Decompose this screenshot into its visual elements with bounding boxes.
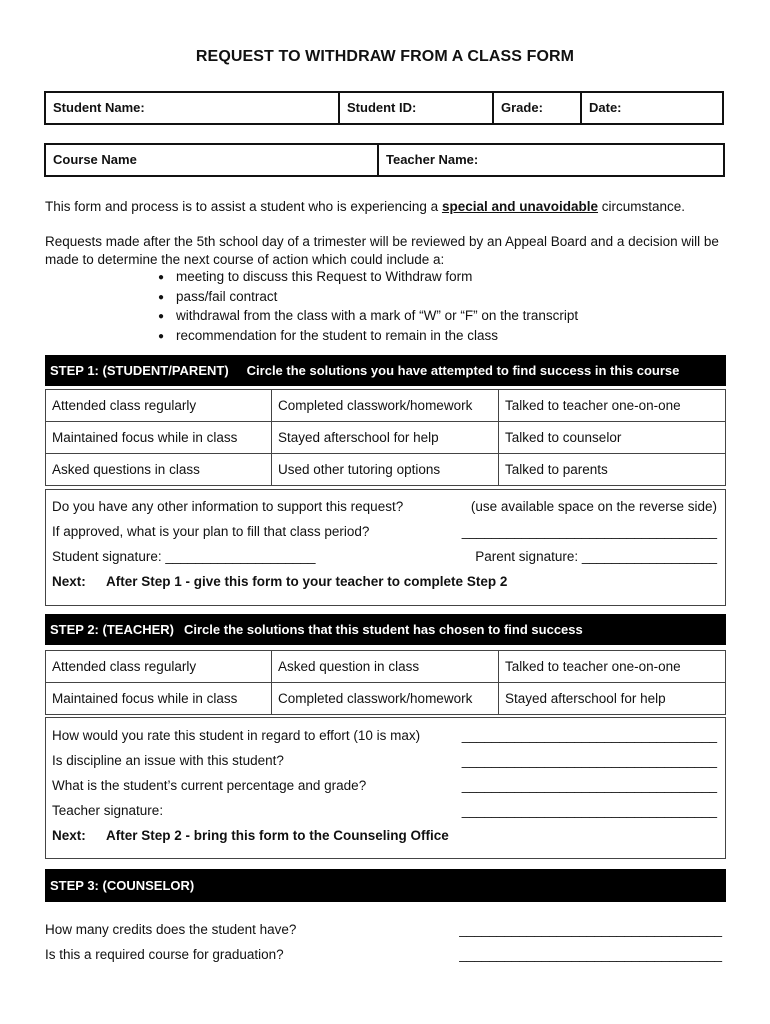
parent-signature-line[interactable]: Parent signature: __________________ [475, 549, 717, 564]
solution-cell[interactable]: Talked to parents [499, 454, 726, 486]
answer-line[interactable]: __________________________________ [461, 728, 717, 743]
answer-line[interactable]: ___________________________________ [459, 947, 722, 962]
emphasis-text: special and unavoidable [441, 199, 599, 214]
list-item: ● recommendation for the student to remain in the class [158, 327, 578, 347]
list-item: ● meeting to discuss this Request to Withdraw form [158, 268, 578, 288]
step2-label: STEP 2: (TEACHER) [50, 622, 174, 637]
solution-cell[interactable]: Used other tutoring options [272, 454, 499, 486]
date-field[interactable]: Date: [589, 100, 622, 115]
next-label: Next: [52, 828, 86, 843]
table-row [46, 651, 726, 683]
appeal-paragraph: Requests made after the 5th school day of a trimester will be reviewed by an Appeal Board and a decision will be made to determine the next course of action which could include a: [45, 234, 719, 267]
student-id-field[interactable]: Student ID: [340, 93, 494, 123]
solution-cell[interactable]: Talked to teacher one-on-one [499, 390, 726, 422]
next-instruction: After Step 2 - bring this form to the Counseling Office [106, 828, 449, 843]
solution-cell[interactable]: Attended class regularly [46, 390, 272, 422]
solution-cell[interactable]: Attended class regularly [46, 651, 272, 683]
step1-questions-panel [45, 489, 726, 606]
grade-question: What is the student’s current percentage and grade? [52, 778, 367, 793]
options-list [158, 268, 578, 346]
solution-cell[interactable]: Talked to teacher one-on-one [499, 651, 726, 683]
solution-cell[interactable]: Asked question in class [272, 651, 499, 683]
table-row [46, 422, 726, 454]
intro-paragraph: This form and process is to assist a student who is experiencing a special and unavoidable circumstance. [45, 199, 686, 214]
student-name-field[interactable]: Student Name: [46, 93, 340, 123]
teacher-name-field[interactable]: Teacher Name: [386, 152, 479, 167]
step3-label: STEP 3: (COUNSELOR) [50, 878, 195, 893]
step1-solutions-table [45, 389, 726, 486]
step1-instruction: Circle the solutions you have attempted to find success in this course [246, 363, 680, 378]
table-row [46, 390, 726, 422]
other-info-question: Do you have any other information to support this request? [52, 499, 404, 514]
list-item: ● withdrawal from the class with a mark of “W” or “F” on the transcript [158, 307, 578, 327]
next-label: Next: [52, 574, 86, 589]
credits-question: How many credits does the student have? [45, 922, 297, 937]
plan-question: If approved, what is your plan to fill that class period? [52, 524, 370, 539]
answer-line[interactable]: ___________________________________ [459, 922, 722, 937]
step2-header [45, 614, 726, 645]
student-signature-line[interactable]: Student signature: ____________________ [52, 549, 316, 564]
solution-cell[interactable]: Asked questions in class [46, 454, 272, 486]
solution-cell[interactable]: Stayed afterschool for help [499, 683, 726, 715]
solution-cell[interactable]: Stayed afterschool for help [272, 422, 499, 454]
graduation-question: Is this a required course for graduation? [45, 947, 284, 962]
list-item: ● pass/fail contract [158, 288, 578, 308]
teacher-signature-label: Teacher signature: [52, 803, 164, 818]
step2-solutions-table [45, 650, 726, 715]
solution-cell[interactable]: Completed classwork/homework [272, 683, 499, 715]
step1-label: STEP 1: (STUDENT/PARENT) [50, 363, 229, 378]
teacher-signature-line[interactable]: __________________________________ [461, 803, 717, 818]
step2-questions-panel [45, 717, 726, 859]
table-row [46, 683, 726, 715]
grade-field[interactable]: Grade: [494, 93, 582, 123]
step3-header [45, 869, 726, 902]
reverse-side-note: (use available space on the reverse side) [470, 499, 717, 514]
course-name-field[interactable]: Course Name [46, 145, 379, 175]
solution-cell[interactable]: Maintained focus while in class [46, 683, 272, 715]
plan-answer-line[interactable]: __________________________________ [461, 524, 717, 539]
answer-line[interactable]: __________________________________ [461, 753, 717, 768]
answer-line[interactable]: __________________________________ [461, 778, 717, 793]
next-instruction: After Step 1 - give this form to your teacher to complete Step 2 [106, 574, 508, 589]
solution-cell[interactable]: Maintained focus while in class [46, 422, 272, 454]
solution-cell[interactable]: Talked to counselor [499, 422, 726, 454]
discipline-question: Is discipline an issue with this student? [52, 753, 284, 768]
form-title: REQUEST TO WITHDRAW FROM A CLASS FORM [195, 48, 575, 65]
step1-header [45, 355, 726, 386]
course-info-row [44, 143, 725, 177]
table-row [46, 454, 726, 486]
effort-question: How would you rate this student in regard to effort (10 is max) [52, 728, 421, 743]
solution-cell[interactable]: Completed classwork/homework [272, 390, 499, 422]
student-info-row [44, 91, 724, 125]
step2-instruction: Circle the solutions that this student has chosen to find success [184, 622, 583, 637]
